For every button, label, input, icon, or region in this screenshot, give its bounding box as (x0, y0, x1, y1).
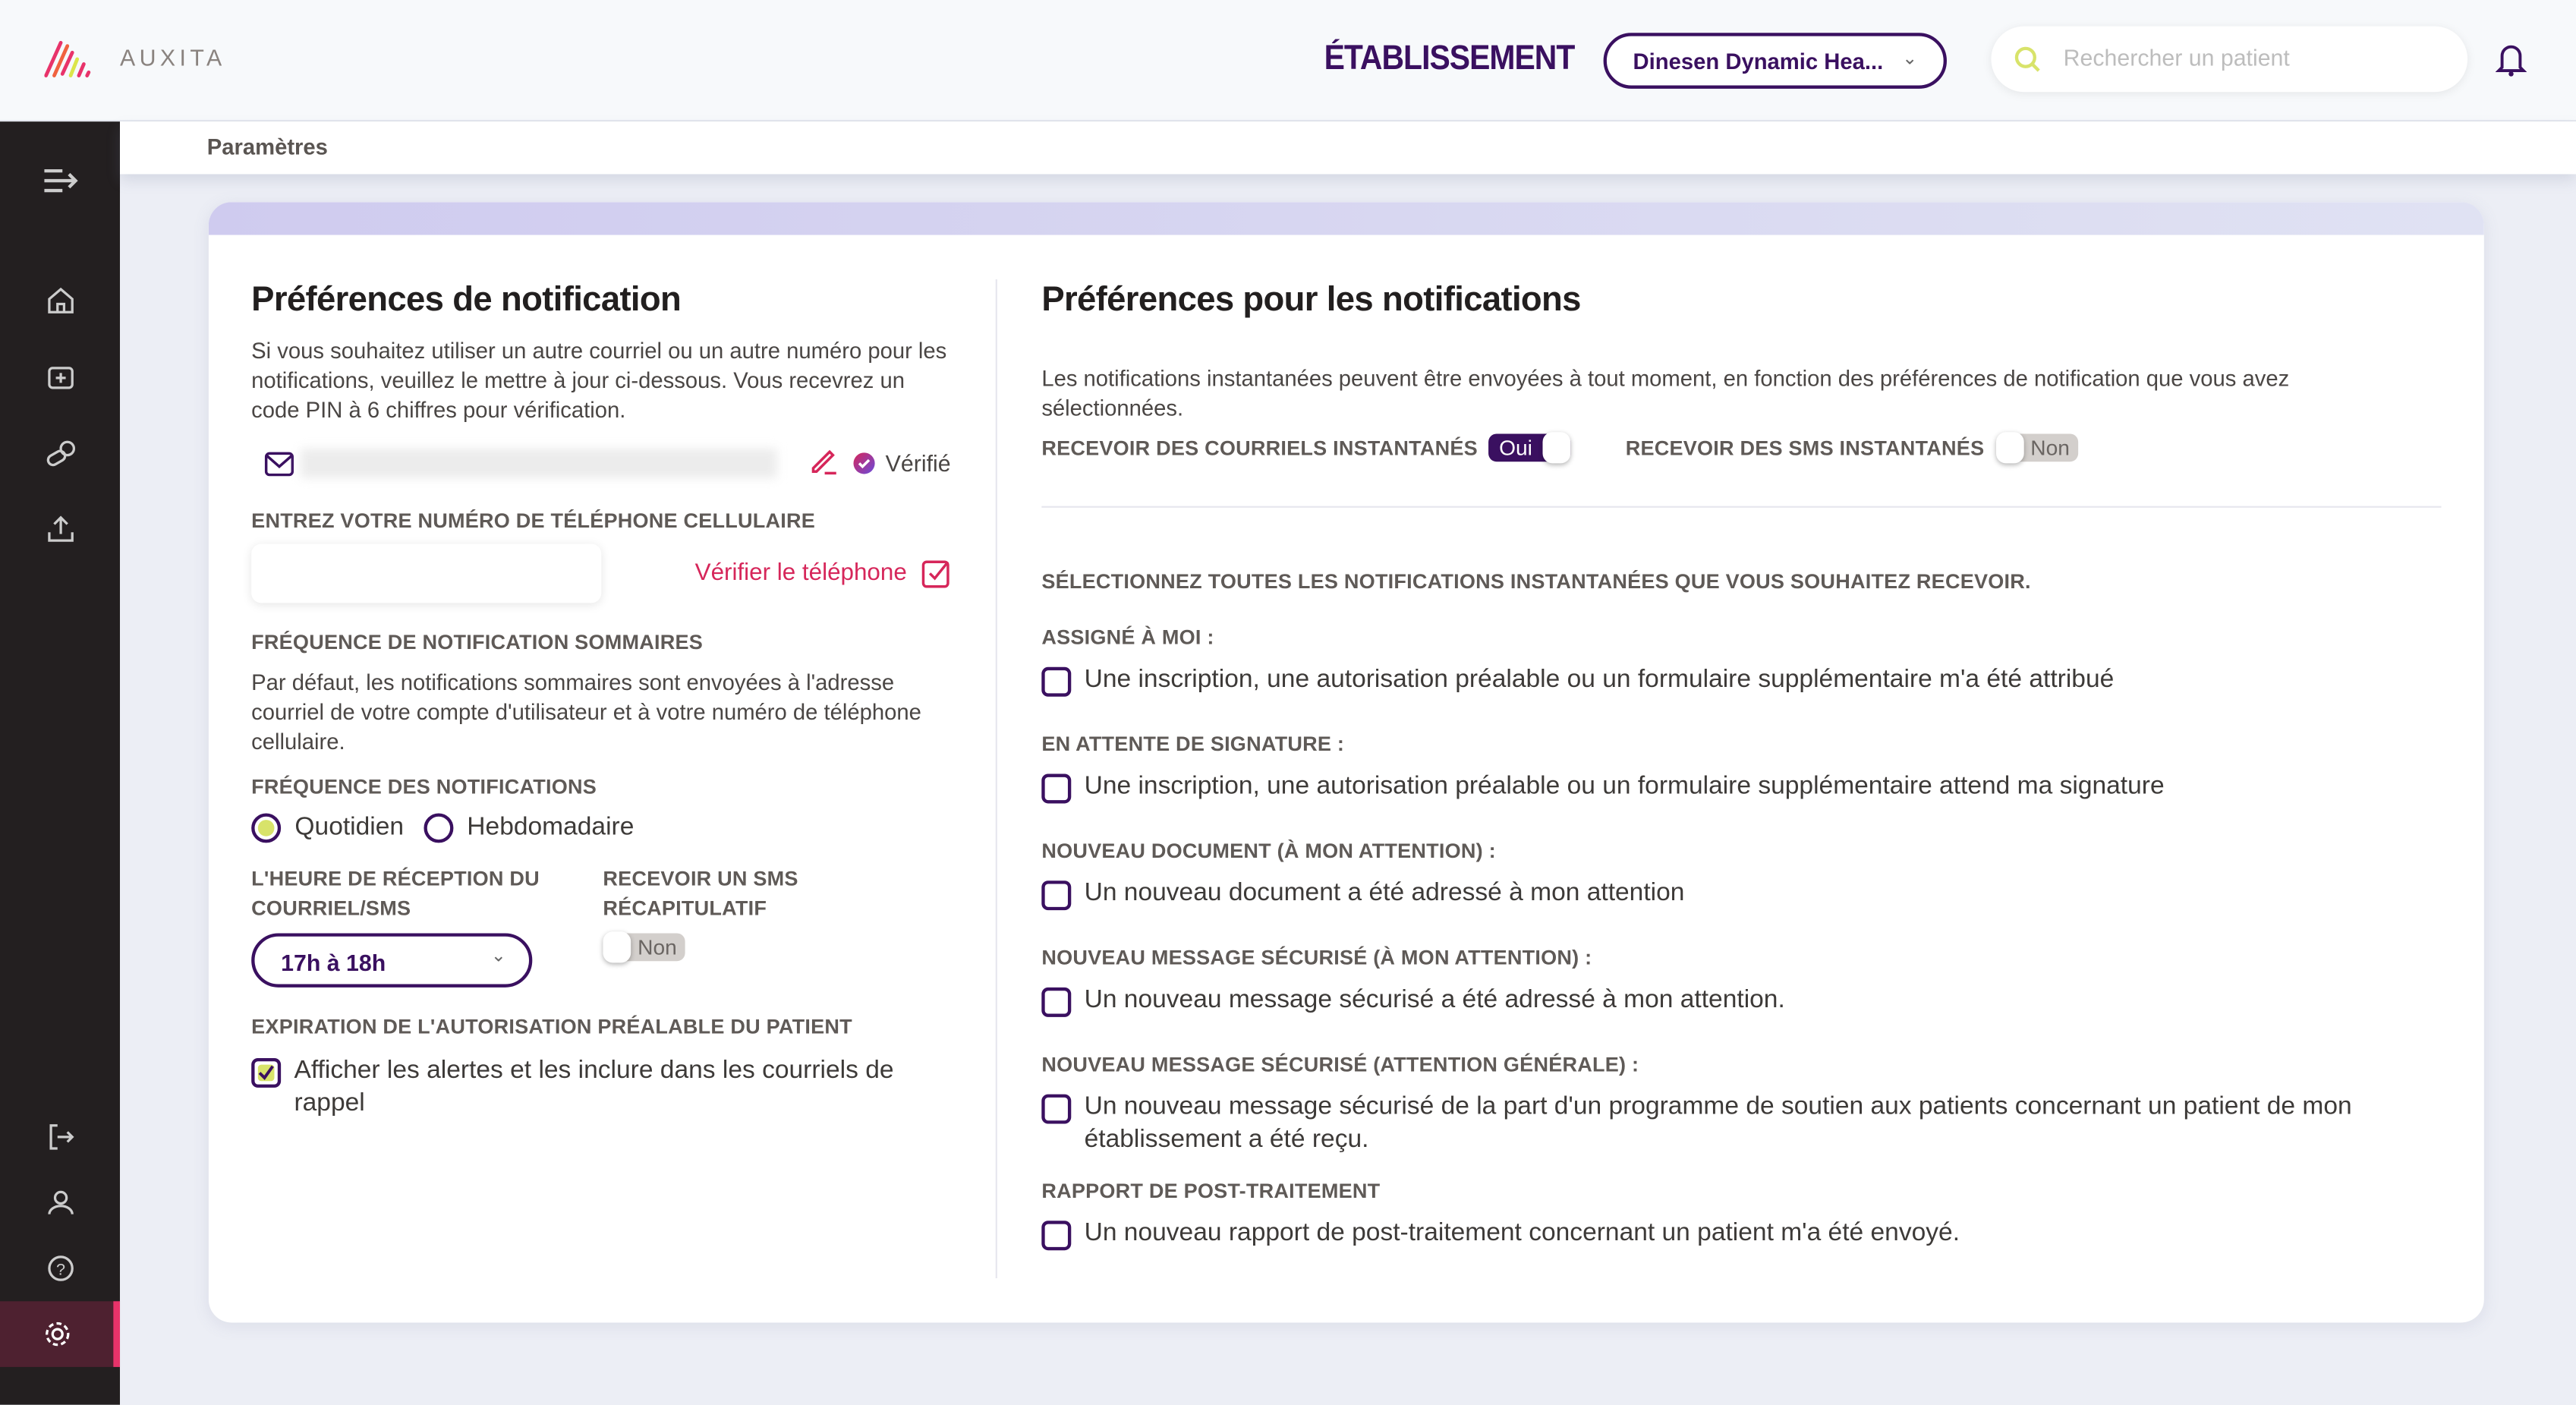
notification-option[interactable] (1041, 663, 2114, 696)
pills-icon (46, 439, 75, 468)
establishment-dropdown[interactable] (1604, 33, 1947, 89)
option-label: Un nouveau message sécurisé a été adressé à mon attention. (1084, 985, 1785, 1014)
left-intro: Si vous souhaitez utiliser un autre courriel ou un autre numéro pour les notifications, veuillez le mettre à jour ci-dessous. Vous recevrez un code PIN à 6 chiffres pour vérification. (251, 338, 947, 423)
option-label: Une inscription, une autorisation préalable ou un formulaire supplémentaire m'a été attribué (1084, 665, 2115, 694)
breadcrumb: Paramètres (206, 134, 328, 159)
group-label: RAPPORT DE POST-TRAITEMENT (1041, 1180, 1381, 1203)
checkbox[interactable] (1041, 773, 1071, 803)
checkbox[interactable] (1041, 667, 1071, 697)
toggle-label: Non (638, 935, 677, 960)
medical-kit-icon (46, 363, 75, 392)
help-icon (46, 1254, 75, 1284)
verified-check-icon (852, 452, 875, 474)
summary-text: Par défaut, les notifications sommaires sont envoyées à l'adresse courriel de votre compte d'utilisateur et à votre numéro de téléphone cellulaire. (251, 670, 921, 754)
top-header (0, 0, 2576, 121)
search-icon (2014, 46, 2042, 74)
group-label: ASSIGNÉ À MOI : (1041, 625, 1214, 649)
right-title: Préférences pour les notifications (1041, 281, 1581, 319)
verify-phone-button[interactable] (695, 559, 952, 588)
sidebar-item-upload[interactable] (0, 496, 120, 562)
chevron-down-icon: ⌄ (490, 946, 506, 966)
instant-email-toggle-row (1041, 433, 2077, 462)
option-label: Une inscription, une autorisation préalable ou un formulaire supplémentaire attend ma signature (1084, 772, 2165, 801)
radio-weekly[interactable] (424, 811, 634, 844)
select-all-label: SÉLECTIONNEZ TOUTES LES NOTIFICATIONS INSTANTANÉES QUE VOUS SOUHAITEZ RECEVOIR. (1041, 570, 2031, 594)
checkbox[interactable] (1041, 1095, 1071, 1124)
frequency-radio-group (251, 811, 951, 844)
expiration-checkbox[interactable] (251, 1058, 281, 1088)
checkbox[interactable] (1041, 988, 1071, 1017)
user-icon (46, 1188, 75, 1218)
envelope-icon (264, 452, 294, 476)
edit-pencil-icon[interactable] (810, 447, 838, 475)
sms-summary-label: RECEVOIR UN SMS RÉCAPITULATIF (603, 867, 798, 921)
upload-icon (46, 515, 75, 544)
radio-daily[interactable] (251, 811, 404, 844)
logout-icon (46, 1122, 75, 1151)
verify-phone-label: Vérifier le téléphone (694, 560, 907, 587)
option-label: Un nouveau rapport de post-traitement concernant un patient m'a été envoyé. (1084, 1219, 1960, 1247)
group-label: NOUVEAU DOCUMENT (À MON ATTENTION) : (1041, 840, 1496, 863)
option-label: Un nouveau document a été adressé à mon attention (1084, 879, 1685, 907)
toggle-switch[interactable] (603, 934, 685, 962)
group-label: EN ATTENTE DE SIGNATURE : (1041, 732, 1345, 756)
svg-text:?: ? (55, 1259, 65, 1279)
email-row (251, 446, 951, 482)
sidebar-item-help[interactable] (0, 1236, 120, 1302)
radio-weekly-label: Hebdomadaire (467, 813, 635, 842)
card-header-band (209, 202, 2484, 235)
checkbox-check-icon (921, 559, 951, 588)
sms-summary-block (603, 865, 951, 988)
instant-sms-toggle[interactable] (1996, 433, 2078, 462)
toggle-label: Oui (1499, 435, 1532, 461)
expiration-label: EXPIRATION DE L'AUTORISATION PRÉALABLE DU PATIENT (251, 1015, 852, 1038)
notification-option[interactable] (1041, 877, 1684, 910)
sidebar-item-settings[interactable] (0, 1301, 120, 1367)
phone-input[interactable] (251, 543, 601, 603)
bell-icon[interactable] (2496, 41, 2527, 77)
verified-label: Vérifié (885, 450, 951, 477)
time-select-value: 17h à 18h (281, 950, 386, 976)
menu-expand-icon (42, 168, 78, 194)
chevron-down-icon: ⌄ (1902, 49, 1918, 69)
settings-card (209, 202, 2484, 1322)
notification-option[interactable] (1041, 770, 2164, 803)
left-title: Préférences de notification (251, 281, 682, 319)
search-input[interactable] (2060, 43, 2445, 72)
patient-search[interactable] (1991, 27, 2467, 93)
phone-row (251, 543, 951, 603)
gear-icon (42, 1319, 71, 1349)
email-value-redacted (301, 449, 777, 478)
sms-summary-toggle[interactable] (603, 933, 951, 962)
establishment-value: Dinesen Dynamic Hea... (1633, 48, 1884, 74)
right-intro: Les notifications instantanées peuvent être envoyées à tout moment, en fonction des préférences de notification que vous avez sélectionnées. (1041, 366, 2290, 421)
auxita-logo-icon (44, 39, 103, 79)
time-block (251, 865, 563, 988)
summary-label: FRÉQUENCE DE NOTIFICATION SOMMAIRES (251, 631, 704, 654)
sidebar-menu-toggle[interactable] (0, 148, 120, 214)
group-label: NOUVEAU MESSAGE SÉCURISÉ (ATTENTION GÉNÉRALE) : (1041, 1053, 1639, 1076)
sidebar (0, 121, 120, 1405)
radio-daily-label: Quotidien (294, 813, 405, 842)
sidebar-item-pills[interactable] (0, 421, 120, 487)
expiration-checkbox-row[interactable] (251, 1055, 951, 1121)
right-column (1041, 279, 2455, 1298)
sidebar-item-medical[interactable] (0, 345, 120, 411)
sidebar-item-profile[interactable] (0, 1170, 120, 1236)
option-label: Un nouveau message sécurisé de la part d'un programme de soutien aux patients concernant un patient de mon établissement a été reçu. (1084, 1092, 2352, 1154)
time-and-sms-row (251, 865, 951, 988)
notification-option[interactable] (1041, 984, 1784, 1017)
radio-button[interactable] (424, 813, 453, 843)
notification-option[interactable] (1041, 1218, 1960, 1250)
time-label: L'HEURE DE RÉCEPTION DU COURRIEL/SMS (251, 867, 540, 921)
instant-sms-label: RECEVOIR DES SMS INSTANTANÉS (1625, 436, 1985, 459)
section-divider (1041, 506, 2441, 508)
logo-text: AUXITA (120, 44, 226, 71)
checkbox[interactable] (1041, 880, 1071, 910)
instant-email-toggle[interactable] (1489, 433, 1571, 462)
time-select[interactable] (251, 933, 532, 987)
checkbox[interactable] (1041, 1221, 1071, 1250)
phone-label: ENTREZ VOTRE NUMÉRO DE TÉLÉPHONE CELLULAIRE (251, 509, 816, 533)
establishment-label: ÉTABLISSEMENT (1324, 39, 1575, 77)
sidebar-item-logout[interactable] (0, 1104, 120, 1170)
left-column (251, 279, 951, 1120)
sidebar-item-home[interactable] (0, 268, 120, 334)
frequency-label: FRÉQUENCE DES NOTIFICATIONS (251, 775, 597, 799)
instant-email-label: RECEVOIR DES COURRIELS INSTANTANÉS (1041, 436, 1478, 459)
home-icon (46, 286, 75, 316)
breadcrumb-bar (120, 121, 2576, 174)
notification-option[interactable] (1041, 1091, 2398, 1157)
toggle-label: Non (2030, 435, 2070, 461)
group-label: NOUVEAU MESSAGE SÉCURISÉ (À MON ATTENTION) : (1041, 946, 1592, 970)
column-divider (996, 279, 997, 1278)
radio-button-selected[interactable] (251, 813, 281, 843)
expiration-checkbox-label: Afficher les alertes et les inclure dans les courriels de rappel (294, 1056, 894, 1117)
